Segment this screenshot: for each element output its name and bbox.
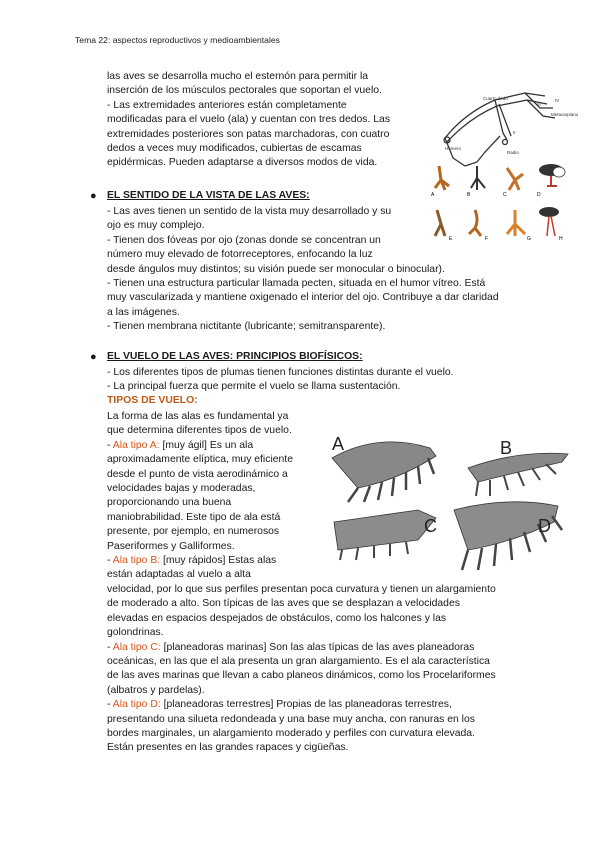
ala-tipo-a-label: Ala tipo A: — [112, 439, 160, 451]
text-line: elevadas en espacios despejados de obstáculos, como los halcones y las — [107, 612, 447, 624]
foot-letter: A — [431, 192, 435, 198]
text-line: golondrinas. — [107, 627, 164, 639]
foot-letter: C — [503, 192, 507, 198]
text-line: ojo es muy complejo. — [107, 220, 205, 232]
ala-tipo-c-label: Ala tipo C: — [112, 641, 161, 653]
bullet: ● — [90, 351, 97, 363]
wing-letter-d: D — [538, 516, 551, 536]
wing-label: III — [537, 102, 541, 107]
text-line: desde el punto de vista aerodinámico a — [107, 468, 288, 480]
wing-letter-a: A — [332, 434, 345, 454]
foot-letter: G — [527, 236, 531, 242]
text-line: inserción de los músculos pectorales que soportan el vuelo. — [107, 85, 382, 97]
text-line: que determina diferentes tipos de vuelo. — [107, 425, 292, 437]
wing-label: IV — [555, 98, 560, 103]
foot-drawing — [503, 168, 523, 198]
text-line: - Las extremidades anteriores están completamente — [107, 99, 347, 111]
text-line: presente, por ejemplo, en numerosos — [107, 526, 280, 538]
foot-drawing — [537, 164, 565, 198]
section-title-vuelo: EL VUELO DE LAS AVES: PRINCIPIOS BIOFÍSICOS: — [107, 351, 363, 362]
text-line: - Tienen dos fóveas por ojo (zonas donde se concentran un — [107, 234, 381, 246]
text-line: muy vascularizada y mantiene oxigenado el interior del ojo. Contribuye a dar claridad — [107, 292, 499, 304]
text-line: maniobrabilidad. Este tipo de ala está — [107, 511, 281, 523]
text-line: Paseriformes y Galliformes. — [107, 540, 235, 552]
wing-drawing-a — [332, 442, 436, 502]
text-line: velocidad, por lo que sus perfiles presentan poca curvatura y tienen un alargamiento — [107, 583, 496, 595]
text-line: bordes marginales, un alargamiento moderado y perfiles con curvatura elevada. — [107, 727, 475, 739]
text-line: Están presentes en las grandes rapaces y cigüeñas. — [107, 742, 349, 754]
text-line: velocidades bajas y moderadas, — [107, 483, 256, 495]
text-line: - La principal fuerza que permite el vuelo se llama sustentación. — [107, 381, 401, 393]
text-line: de moderado a alto. Son típicas de las aves que se desplazan a velocidades — [107, 598, 460, 610]
foot-drawing — [431, 166, 449, 198]
text-line: (albatros y pardelas). — [107, 684, 205, 696]
text-line: desde ángulos muy distintos; su visión puede ser monocular o binocular). — [107, 263, 445, 275]
text-line: están adaptadas al vuelo a alta — [107, 569, 251, 581]
tipo-b-line: - Ala tipo B: [muy rápidos] Estas alas — [107, 555, 277, 567]
text-line: las aves se desarrolla mucho el esternón para permitir la — [107, 71, 369, 82]
tipo-d-line: - Ala tipo D: [planeadoras terrestres] Propias de las planeadoras terrestres, — [107, 699, 452, 711]
wing-letter-b: B — [500, 438, 513, 458]
text-line: oceánicas, en las que el ala presenta un gran alargamiento. Es el ala característica — [107, 655, 490, 667]
text-line: de las aves marinas que llevan a cabo planeos dinámicos, como los Procelariformes — [107, 670, 496, 682]
foot-drawing — [507, 210, 531, 242]
wing-letter-c: C — [424, 516, 437, 536]
text-line: extremidades posteriores son patas marchadoras, con cuatro — [107, 128, 390, 140]
wing-label: Metacarpiano — [551, 112, 579, 117]
page-header: Tema 22: aspectos reproductivos y medioambientales — [75, 35, 280, 45]
foot-letter: F — [485, 236, 489, 242]
wing-label: Cuarto dedo — [483, 96, 508, 101]
vuelo-intro — [107, 366, 454, 395]
tipo-c-line: - Ala tipo C: [planeadoras marinas] Son las alas típicas de las aves planeadoras — [107, 641, 475, 653]
wing-drawing-c — [334, 510, 436, 560]
ala-tipo-b-label: Ala tipo B: — [112, 555, 161, 567]
text-line: La forma de las alas es fundamental ya — [107, 411, 289, 422]
wing-label: II — [513, 130, 516, 135]
text-line: presentando una silueta redondeada y una base muy ancha, con ranuras en los — [107, 713, 475, 725]
foot-drawing — [467, 166, 485, 198]
wing-label: Húmero — [445, 146, 462, 151]
text-line: a las imágenes. — [107, 306, 180, 318]
wing-types-figure — [318, 410, 580, 578]
vista-paragraph — [107, 205, 499, 335]
tipo-a-line: - Ala tipo A: [muy ágil] Es un ala — [107, 439, 254, 451]
intro-paragraph — [107, 70, 390, 171]
text-line: - Los diferentes tipos de plumas tienen funciones distintas durante el vuelo. — [107, 367, 454, 378]
ala-tipo-d-label: Ala tipo D: — [112, 699, 161, 711]
foot-letter: B — [467, 192, 471, 198]
text-line: - Las aves tienen un sentido de la vista muy desarrollado y su — [107, 206, 392, 217]
text-line: epidérmicas. Pueden adaptarse a diversos modos de vida. — [107, 157, 378, 169]
tipos-de-vuelo-subtitle: TIPOS DE VUELO: — [107, 395, 198, 406]
wing-label: Radio — [507, 150, 519, 155]
wing-drawing-b — [468, 453, 568, 496]
foot-drawing — [539, 207, 563, 242]
bullet: ● — [90, 190, 97, 202]
text-line: - Tienen una estructura particular llamada pecten, situada en el humor vítreo. Está — [107, 278, 486, 290]
text-line: dedos a veces muy modificados, cubiertas de escamas — [107, 143, 362, 155]
section-title-vista: EL SENTIDO DE LA VISTA DE LAS AVES: — [107, 190, 310, 201]
text-line: modificadas para el vuelo (ala) y cuentan con tres dedos. Las — [107, 114, 391, 126]
foot-letter: E — [449, 236, 453, 242]
text-line: proporcionando una buena — [107, 497, 232, 509]
text-line: aproximadamente elíptica, muy eficiente — [107, 454, 293, 466]
foot-letter: D — [537, 192, 541, 198]
text-line: - Tienen membrana nictitante (lubricante; semitransparente). — [107, 321, 386, 333]
text-line: número muy elevado de fotorreceptores, enfocando la luz — [107, 249, 373, 261]
foot-letter: H — [559, 236, 563, 242]
